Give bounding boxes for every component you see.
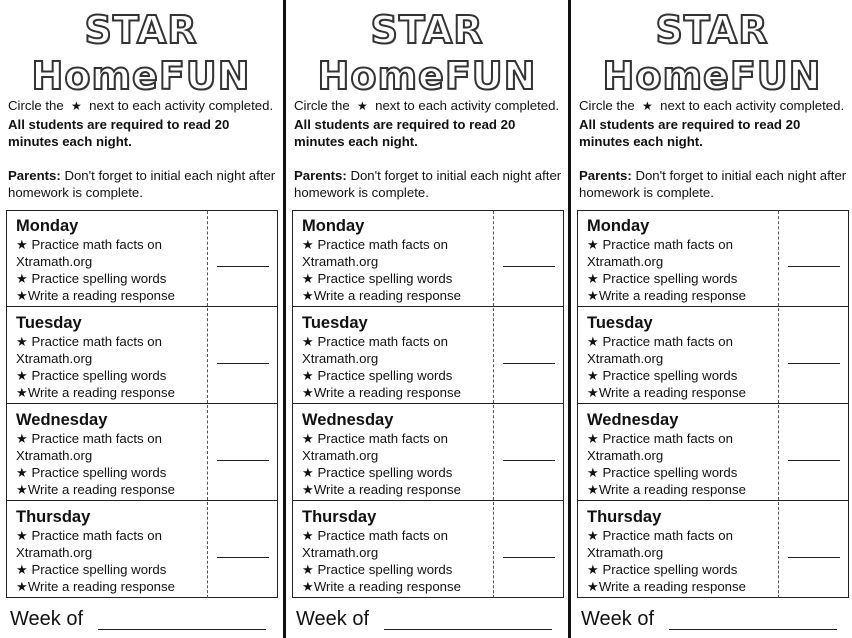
circle-rest-text: next to each activity completed. <box>375 98 560 113</box>
parent-initial-blank[interactable] <box>217 266 269 267</box>
activity-reading: ★Write a reading response <box>16 385 175 400</box>
parent-initial-blank[interactable] <box>217 460 269 461</box>
day-row-0 <box>7 211 277 307</box>
activity-spelling: ★ Practice spelling words <box>16 562 167 577</box>
day-name: Thursday <box>302 508 377 526</box>
week-of-label: Week of <box>581 608 654 630</box>
day-row-1 <box>7 308 277 404</box>
dashed-divider <box>493 211 494 306</box>
activity-math: ★ Practice math facts on <box>302 334 448 349</box>
homework-slip-2 <box>286 0 568 638</box>
activity-math-site: Xtramath.org <box>16 448 93 463</box>
day-name: Tuesday <box>16 314 82 332</box>
activity-spelling: ★ Practice spelling words <box>16 465 167 480</box>
activity-math-site: Xtramath.org <box>587 351 664 366</box>
day-name: Thursday <box>16 508 91 526</box>
activity-math-site: Xtramath.org <box>587 254 664 269</box>
dashed-divider <box>778 211 779 306</box>
day-row-0 <box>293 211 563 307</box>
circle-the-text: Circle the <box>8 98 64 113</box>
day-name: Monday <box>302 217 365 235</box>
instructions <box>579 97 851 202</box>
activity-spelling: ★ Practice spelling words <box>302 465 453 480</box>
activity-math: ★ Practice math facts on <box>16 528 162 543</box>
parents-note <box>8 167 280 202</box>
parent-initial-blank[interactable] <box>503 266 555 267</box>
dashed-divider <box>207 211 208 306</box>
parents-text: Don't forget to initial each night after homework is complete. <box>294 167 562 200</box>
activity-math: ★ Practice math facts on <box>587 431 733 446</box>
day-row-1 <box>293 308 563 404</box>
activity-math-site: Xtramath.org <box>587 448 664 463</box>
parents-text: Don't forget to initial each night after homework is complete. <box>8 167 276 200</box>
week-of-label: Week of <box>296 608 369 630</box>
parent-initial-blank[interactable] <box>503 363 555 364</box>
activity-math-site: Xtramath.org <box>302 448 379 463</box>
parent-initial-blank[interactable] <box>217 557 269 558</box>
circle-rest-text: next to each activity completed. <box>89 98 274 113</box>
activity-spelling: ★ Practice spelling words <box>587 271 738 286</box>
activity-spelling: ★ Practice spelling words <box>16 271 167 286</box>
parent-initial-blank[interactable] <box>503 460 555 461</box>
parents-label: Parents: <box>579 167 632 183</box>
day-name: Monday <box>16 217 79 235</box>
parents-text: Don't forget to initial each night after homework is complete. <box>579 167 847 200</box>
activity-math: ★ Practice math facts on <box>302 237 448 252</box>
activity-spelling: ★ Practice spelling words <box>302 271 453 286</box>
activity-math-site: Xtramath.org <box>16 545 93 560</box>
activity-reading: ★Write a reading response <box>587 579 746 594</box>
day-row-3 <box>7 502 277 598</box>
dashed-divider <box>207 308 208 403</box>
parents-note <box>579 167 851 202</box>
homework-slip-3 <box>571 0 852 638</box>
day-row-2 <box>7 405 277 501</box>
parent-initial-blank[interactable] <box>788 363 840 364</box>
parent-initial-blank[interactable] <box>217 363 269 364</box>
title-line-1: STAR <box>655 8 769 52</box>
week-of-blank[interactable] <box>669 629 837 630</box>
parents-label: Parents: <box>8 167 61 183</box>
parent-initial-blank[interactable] <box>788 460 840 461</box>
day-name: Tuesday <box>587 314 653 332</box>
activity-reading: ★Write a reading response <box>302 288 461 303</box>
activity-math: ★ Practice math facts on <box>587 528 733 543</box>
activity-reading: ★Write a reading response <box>16 482 175 497</box>
dashed-divider <box>207 502 208 598</box>
day-row-1 <box>578 308 848 404</box>
parents-note <box>294 167 566 202</box>
activity-math-site: Xtramath.org <box>302 545 379 560</box>
activity-reading: ★Write a reading response <box>587 385 746 400</box>
circle-the-text: Circle the <box>294 98 350 113</box>
activity-math-site: Xtramath.org <box>302 351 379 366</box>
activity-math: ★ Practice math facts on <box>302 528 448 543</box>
parent-initial-blank[interactable] <box>788 557 840 558</box>
activity-reading: ★Write a reading response <box>587 288 746 303</box>
activity-math: ★ Practice math facts on <box>587 334 733 349</box>
dashed-divider <box>778 308 779 403</box>
activity-grid <box>6 210 278 598</box>
activity-math: ★ Practice math facts on <box>587 237 733 252</box>
activity-math: ★ Practice math facts on <box>302 431 448 446</box>
day-name: Monday <box>587 217 650 235</box>
week-of-blank[interactable] <box>98 629 266 630</box>
star-icon: ★ <box>642 99 653 113</box>
star-icon: ★ <box>357 99 368 113</box>
slip-title <box>0 8 282 98</box>
activity-spelling: ★ Practice spelling words <box>587 465 738 480</box>
title-line-1: STAR <box>84 8 198 52</box>
dashed-divider <box>207 405 208 500</box>
reading-requirement: All students are required to read 20 minutes each night. <box>579 116 801 149</box>
activity-grid <box>577 210 849 598</box>
activity-reading: ★Write a reading response <box>587 482 746 497</box>
day-name: Wednesday <box>302 411 394 429</box>
star-icon: ★ <box>71 99 82 113</box>
circle-the-text: Circle the <box>579 98 635 113</box>
dashed-divider <box>778 405 779 500</box>
day-row-3 <box>578 502 848 598</box>
title-line-2: HomeFUN <box>602 54 822 98</box>
day-row-3 <box>293 502 563 598</box>
reading-requirement: All students are required to read 20 minutes each night. <box>294 116 516 149</box>
activity-math: ★ Practice math facts on <box>16 334 162 349</box>
activity-spelling: ★ Practice spelling words <box>302 562 453 577</box>
homework-slip-1 <box>0 0 282 638</box>
parent-initial-blank[interactable] <box>788 266 840 267</box>
activity-reading: ★Write a reading response <box>16 579 175 594</box>
activity-spelling: ★ Practice spelling words <box>587 562 738 577</box>
circle-instruction <box>294 97 566 151</box>
title-line-2: HomeFUN <box>317 54 537 98</box>
activity-math-site: Xtramath.org <box>587 545 664 560</box>
day-row-2 <box>578 405 848 501</box>
day-name: Thursday <box>587 508 662 526</box>
activity-math-site: Xtramath.org <box>302 254 379 269</box>
activity-spelling: ★ Practice spelling words <box>16 368 167 383</box>
parents-label: Parents: <box>294 167 347 183</box>
activity-grid <box>292 210 564 598</box>
dashed-divider <box>493 308 494 403</box>
activity-math-site: Xtramath.org <box>16 254 93 269</box>
activity-math-site: Xtramath.org <box>16 351 93 366</box>
activity-math: ★ Practice math facts on <box>16 237 162 252</box>
dashed-divider <box>493 502 494 598</box>
dashed-divider <box>778 502 779 598</box>
activity-spelling: ★ Practice spelling words <box>587 368 738 383</box>
circle-instruction <box>579 97 851 151</box>
slip-title <box>286 8 568 98</box>
day-name: Tuesday <box>302 314 368 332</box>
circle-rest-text: next to each activity completed. <box>660 98 845 113</box>
title-line-1: STAR <box>370 8 484 52</box>
slip-title <box>571 8 852 98</box>
activity-reading: ★Write a reading response <box>302 385 461 400</box>
activity-spelling: ★ Practice spelling words <box>302 368 453 383</box>
activity-reading: ★Write a reading response <box>302 482 461 497</box>
day-name: Wednesday <box>587 411 679 429</box>
activity-math: ★ Practice math facts on <box>16 431 162 446</box>
activity-reading: ★Write a reading response <box>16 288 175 303</box>
activity-reading: ★Write a reading response <box>302 579 461 594</box>
title-line-2: HomeFUN <box>31 54 251 98</box>
week-of-label: Week of <box>10 608 83 630</box>
dashed-divider <box>493 405 494 500</box>
day-row-2 <box>293 405 563 501</box>
reading-requirement: All students are required to read 20 minutes each night. <box>8 116 230 149</box>
parent-initial-blank[interactable] <box>503 557 555 558</box>
week-of-blank[interactable] <box>384 629 552 630</box>
instructions <box>294 97 566 202</box>
day-row-0 <box>578 211 848 307</box>
day-name: Wednesday <box>16 411 108 429</box>
instructions <box>8 97 280 202</box>
circle-instruction <box>8 97 280 151</box>
